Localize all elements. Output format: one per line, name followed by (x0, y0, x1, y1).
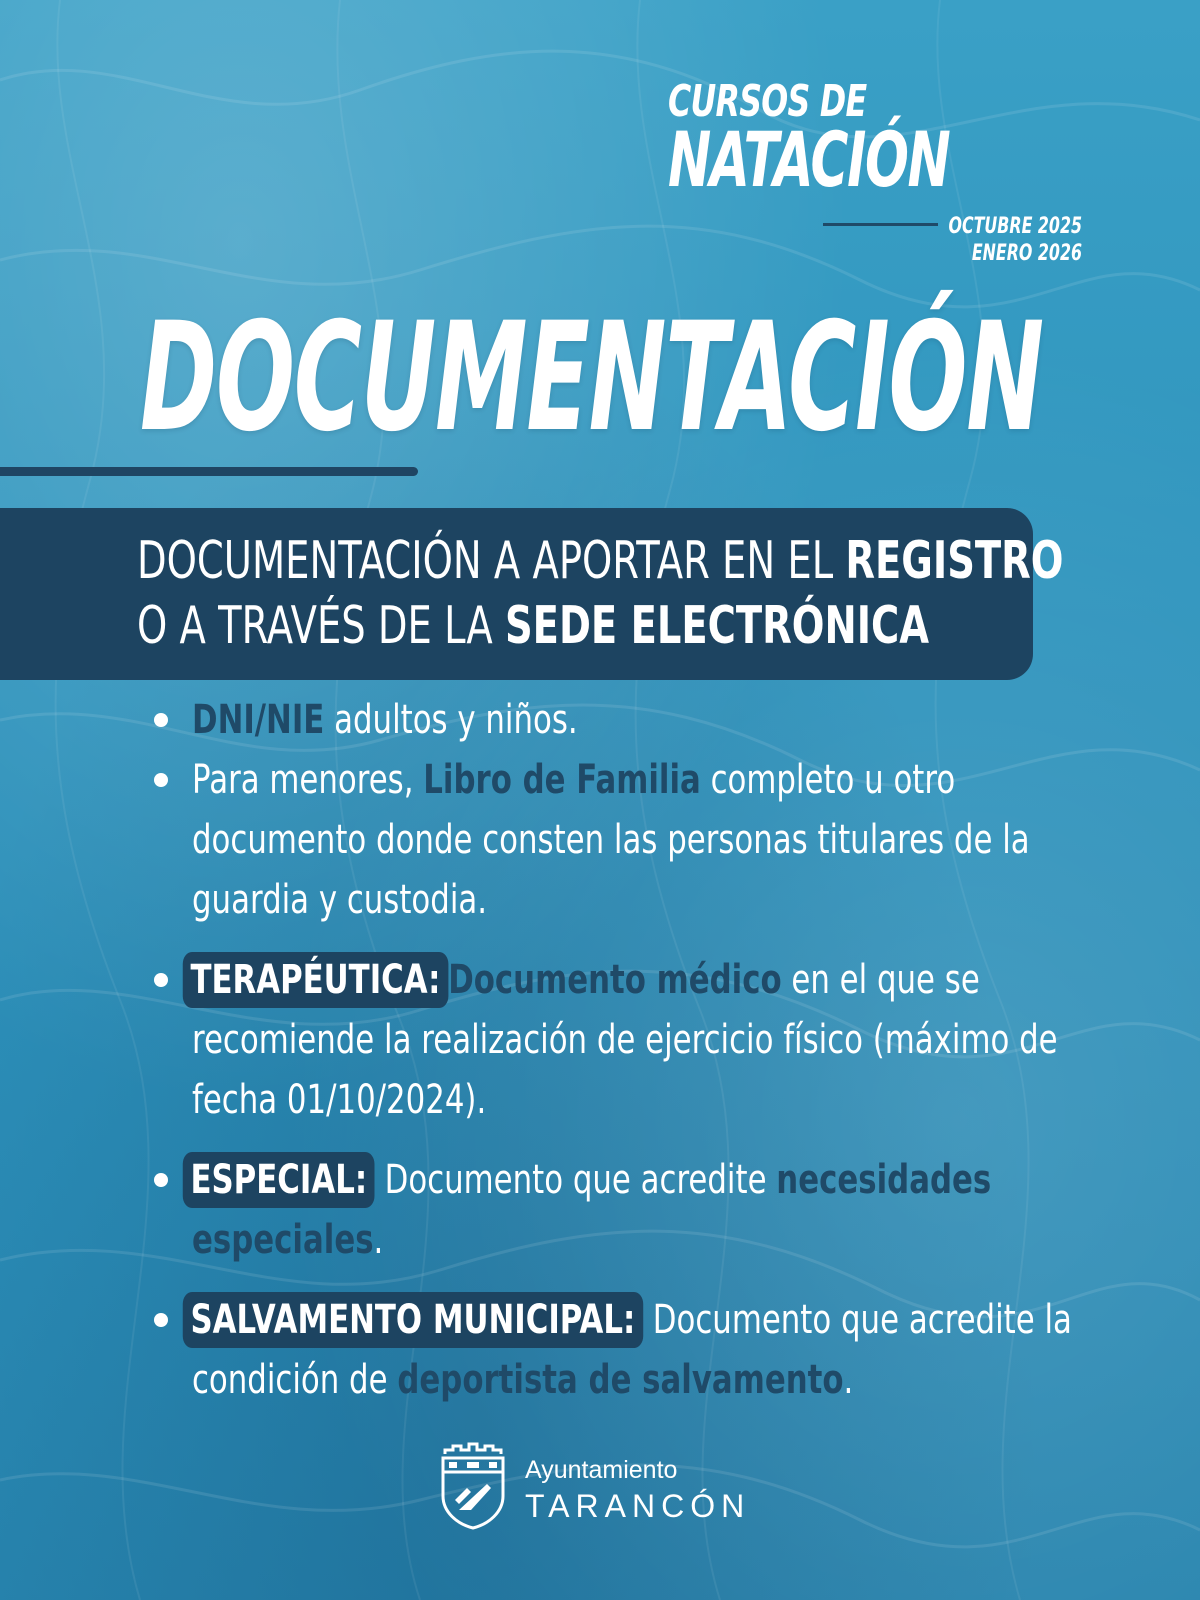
list-line: fecha 01/10/2024). (192, 1077, 487, 1123)
list-item (150, 1150, 1090, 1270)
line-text: condición de (192, 1357, 398, 1403)
banner-line-1-bold: REGISTRO (845, 531, 1064, 591)
banner-line-1-plain: DOCUMENTACIÓN A APORTAR EN EL (137, 531, 846, 591)
header-line-2: NATACIÓN (668, 115, 950, 204)
title-underline (0, 467, 418, 476)
page-title: DOCUMENTACIÓN (140, 291, 1043, 465)
highlight-text: Documento médico (448, 957, 782, 1003)
bullet-icon (154, 1173, 168, 1187)
line-text: Documento que acredite la (643, 1297, 1072, 1343)
list-line (190, 1290, 1072, 1350)
list-item (150, 950, 1090, 1130)
bullet-icon (154, 773, 168, 787)
line-text: Documento que acredite (374, 1157, 777, 1203)
date-start: OCTUBRE 2025 (948, 214, 1082, 239)
list-line (192, 750, 956, 810)
line-text: adultos y niños. (324, 697, 578, 743)
course-header (668, 76, 1082, 204)
list-item (150, 690, 1090, 750)
line-text: Para menores, (192, 757, 424, 803)
requirements-list (150, 690, 1090, 1410)
banner-line-2 (137, 595, 929, 657)
bullet-icon (154, 713, 168, 727)
list-item (150, 750, 1090, 930)
category-tag: ESPECIAL: (183, 1152, 375, 1208)
category-tag: SALVAMENTO MUNICIPAL: (183, 1292, 643, 1348)
tarancon-coat-of-arms-icon (437, 1440, 509, 1530)
list-line (190, 950, 980, 1010)
banner-line-1 (137, 530, 1064, 592)
highlight-text: especiales (192, 1217, 374, 1263)
banner-line-2-bold: SEDE ELECTRÓNICA (504, 596, 930, 656)
date-end: ENERO 2026 (971, 241, 1082, 266)
list-item (150, 1290, 1090, 1410)
bullet-icon (154, 1313, 168, 1327)
list-line: guardia y custodia. (192, 877, 488, 923)
logo-text-top: Ayuntamiento (525, 1456, 678, 1484)
highlight-text: deportista de salvamento (397, 1357, 844, 1403)
highlight-text: Libro de Familia (423, 757, 701, 803)
list-line: documento donde consten las personas titulares de la (192, 817, 1030, 863)
line-text: . (373, 1217, 384, 1263)
header-dates (822, 213, 1082, 267)
list-line (190, 1150, 992, 1210)
list-line (192, 1350, 883, 1410)
highlight-text: DNI/NIE (192, 697, 325, 743)
line-text: . (843, 1357, 854, 1403)
category-tag: TERAPÉUTICA: (183, 952, 448, 1008)
list-line: recomiende la realización de ejercicio físico (máximo de (192, 1017, 1058, 1063)
line-text: en el que se (781, 957, 980, 1003)
line-text: completo u otro (700, 757, 956, 803)
list-line (192, 1210, 883, 1270)
banner-line-2-plain: O A TRAVÉS DE LA (137, 596, 505, 656)
bullet-icon (154, 973, 168, 987)
header-line-1: CURSOS DE (668, 76, 867, 127)
logo-text-bottom: TARANCÓN (525, 1488, 751, 1524)
list-line (192, 690, 883, 750)
highlight-text: necesidades (776, 1157, 992, 1203)
ayuntamiento-logo (437, 1440, 777, 1530)
